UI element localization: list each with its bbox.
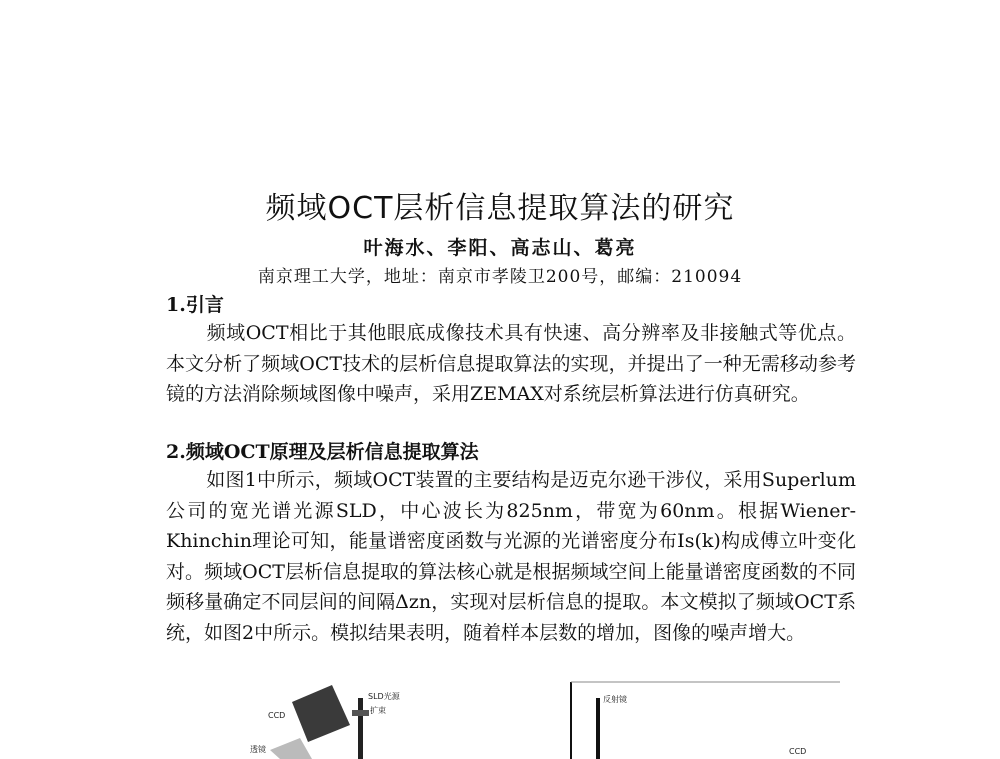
section-heading-principle: 2.频域OCT原理及层析信息提取算法	[166, 441, 479, 463]
figure-2-label-mirror: 反射镜	[603, 695, 627, 704]
paper-affiliation: 南京理工大学，地址：南京市孝陵卫200号，邮编：210094	[257, 267, 743, 287]
figure-2-simulation	[565, 680, 845, 759]
figure-1-label-sld: SLD光源	[368, 692, 400, 701]
ccd-detector-shape	[292, 685, 350, 742]
figure-1-oct-setup	[240, 680, 425, 759]
reflector-shape	[596, 698, 600, 759]
principle-text: 如图1中所示，频域OCT装置的主要结构是迈克尔逊干涉仪，采用Superlum公司的宽光谱光源SLD，中心波长为825nm，带宽为60nm。根据Wiener-Khinchin理论可知，能量谱密度函数与光源的光谱密度分布Is(k)构成傅立叶变化对。频域OCT层析信息提取的算法核心就是根据频域空间上能量谱密度函数的不同频移量确定不同层间的间隔Δzn，实现对层析信息的提取。本文模拟了频域OCT系统，如图2中所示。模拟结果表明，随着样本层数的增加，图像的噪声增大。	[166, 469, 856, 644]
sld-light-path	[358, 698, 363, 759]
section-heading-intro: 1.引言	[166, 294, 224, 316]
paper-authors: 叶海水、李阳、高志山、葛亮	[363, 237, 637, 259]
section-paragraph-principle	[166, 465, 856, 648]
lens-shape	[270, 738, 312, 759]
figure-1-label-lens: 透镜	[250, 745, 266, 754]
figure-2-label-ccd: CCD	[789, 747, 807, 756]
section-paragraph-intro	[166, 318, 856, 410]
paper-title: 频域OCT层析信息提取算法的研究	[265, 191, 735, 226]
beam-expander-shape	[352, 710, 369, 716]
figure-1-label-expand: 扩束	[370, 706, 386, 715]
figure-1-label-ccd: CCD	[268, 711, 286, 720]
intro-text: 频域OCT相比于其他眼底成像技术具有快速、高分辨率及非接触式等优点。本文分析了频域OCT技术的层析信息提取算法的实现，并提出了一种无需移动参考镜的方法消除频域图像中噪声，采用ZEMAX对系统层析算法进行仿真研究。	[166, 322, 856, 405]
